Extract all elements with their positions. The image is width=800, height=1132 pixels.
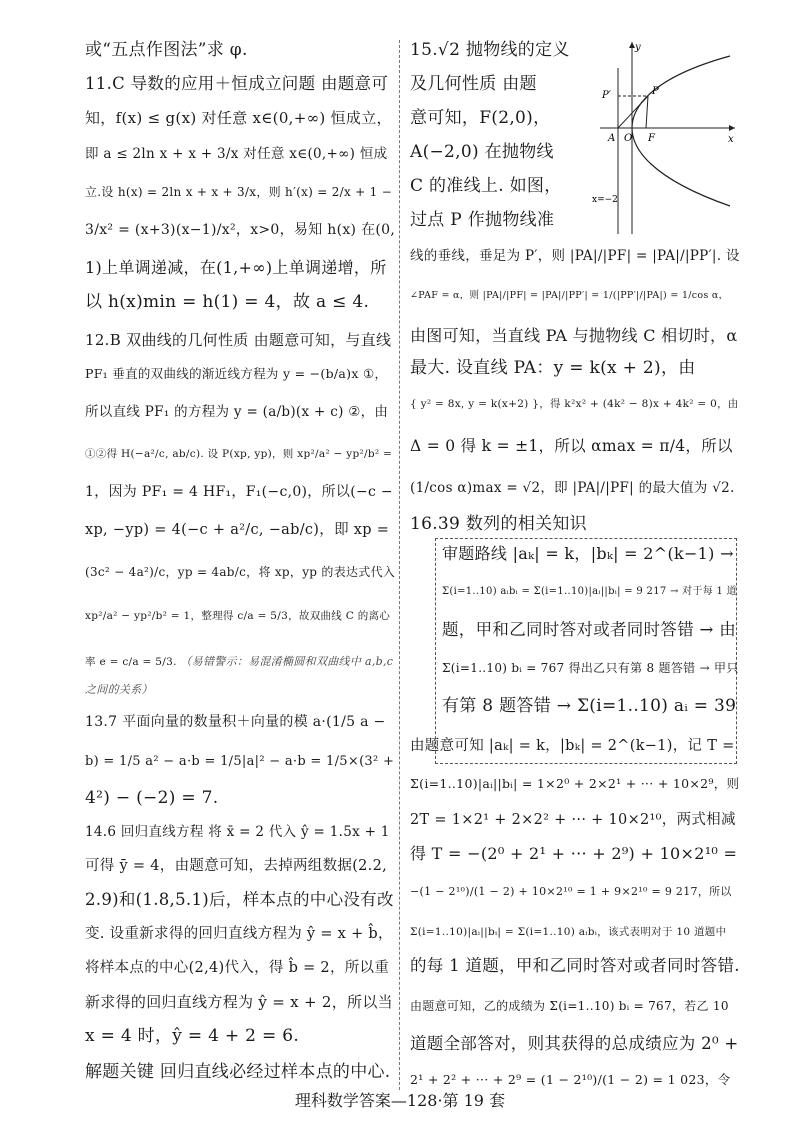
text-line: xp²/a² − yp²/b² = 1，整理得 c/a = 5/3，故双曲线 C 的离心: [85, 610, 391, 622]
problem-13-heading: 13.7 平面向量的数量积＋向量的模 a·(1/5 a −: [85, 714, 386, 730]
text-line: (3c² − 4a²)/c，yp = 4ab/c，将 xp，yp 的表达式代入: [85, 565, 396, 579]
error-warning-note-cont: 之间的关系）: [85, 683, 153, 696]
text-line: 的每 1 道题，甲和乙同时答对或者同时答错.: [410, 956, 740, 975]
text-line: x = 4 时，ŷ = 4 + 2 = 6.: [85, 1026, 300, 1046]
x-arrow-icon: [729, 125, 735, 131]
text-line: 3/x² = (x+3)(x−1)/x²，x>0，易知 h(x) 在(0,: [85, 222, 396, 238]
text-line: 立.设 h(x) = 2ln x + x + 3/x，则 h′(x) = 2/x + 1 −: [85, 185, 393, 199]
solution-route-line: 审题路线 |aₖ| = k，|bₖ| = 2^(k−1) →: [442, 544, 734, 563]
error-warning-note: （易错警示：易混淆椭圆和双曲线中 a,b,c: [180, 655, 394, 668]
eccentricity-result: 率 e = c/a = 5/3.: [85, 656, 177, 668]
text-line: 新求得的回归直线方程为 ŷ = x + 2，所以当: [85, 993, 393, 1011]
text-line: 得 T = −(2⁰ + 2¹ + ··· + 2⁹) + 10×2¹⁰ =: [410, 844, 738, 863]
text-line: 由图可知，当直线 PA 与抛物线 C 相切时，α: [410, 326, 738, 345]
text-line: C 的准线上. 如图，: [410, 176, 562, 196]
text-line: 2.9)和(1.8,5.1)后，样本点的中心没有改: [85, 890, 394, 909]
text-line: 线的垂线，垂足为 P′，则 |PA|/|PF| = |PA|/|PP′|. 设: [410, 248, 740, 264]
label-y: y: [635, 42, 641, 53]
column-divider: [399, 40, 400, 1090]
label-p-prime: P′: [602, 90, 611, 101]
text-line: { y² = 8x, y = k(x+2) }，得 k²x² + (4k² − 8)x + 4k² = 0，由: [410, 398, 739, 410]
problem-15-heading: 15.√2 抛物线的定义: [410, 40, 570, 60]
text-line: 即 a ≤ 2ln x + x + 3/x 对任意 x∈(0,+∞) 恒成: [85, 146, 388, 162]
text-line: Σ(i=1..10)|aᵢ||bᵢ| = Σ(i=1..10) aᵢbᵢ，该式表明对于 10 道题中: [410, 926, 727, 938]
page-footer: 理科数学答案—128·第 19 套: [294, 1091, 506, 1110]
text-line: 1，因为 PF₁ = 4 HF₁，F₁(−c,0)，所以(−c −: [85, 484, 393, 500]
text-line: Δ = 0 得 k = ±1，所以 αmax = π/4，所以: [410, 437, 733, 455]
key-point-note: 解题关键 回归直线必经过样本点的中心.: [85, 1062, 391, 1082]
line-ap: [618, 96, 648, 128]
text-line: 将样本点的中心(2,4)代入，得 b̂ = 2，所以重: [85, 960, 390, 976]
text-line: 变. 设重新求得的回归直线方程为 ŷ = x + b̂，: [85, 926, 393, 942]
text-line: ①②得 H(−a²/c, ab/c). 设 P(xp, yp)，则 xp²/a² − yp²/b² =: [85, 448, 393, 460]
text-line: 及几何性质 由题: [410, 74, 537, 94]
text-line: 4²) − (−2) = 7.: [85, 788, 219, 808]
text-line: 2¹ + 2² + ··· + 2⁹ = (1 − 2¹⁰)/(1 − 2) = 1 023，令: [410, 1072, 731, 1087]
label-o: O: [624, 133, 633, 144]
text-line: [85, 652, 393, 672]
label-directrix: x=−2: [592, 195, 618, 205]
text-line: (1/cos α)max = √2，即 |PA|/|PF| 的最大值为 √2.: [410, 480, 735, 496]
text-line: b) = 1/5 a² − a·b = 1/5|a|² − a·b = 1/5×(3² +: [85, 754, 395, 769]
problem-14-heading: 14.6 回归直线方程 将 x̄ = 2 代入 ŷ = 1.5x + 1: [85, 824, 390, 840]
text-line: 最大. 设直线 PA：y = k(x + 2)，由: [410, 358, 696, 378]
text-line: Σ(i=1..10)|aᵢ||bᵢ| = 1×2⁰ + 2×2¹ + ··· + 10×2⁹，则: [410, 776, 740, 791]
parabola-figure: [590, 38, 740, 238]
text-line: 知，f(x) ≤ g(x) 对任意 x∈(0,+∞) 恒成立，: [85, 109, 392, 127]
solution-route-line: 有第 8 题答错 → Σ(i=1..10) aᵢ = 39: [442, 696, 737, 716]
parabola-lower-branch: [632, 128, 730, 206]
text-line: 可得 ȳ = 4，由题意可知，去掉两组数据(2.2,: [85, 858, 388, 874]
text-line: −(1 − 2¹⁰)/(1 − 2) + 10×2¹⁰ = 1 + 9×2¹⁰ = 9 217，所以: [410, 885, 732, 898]
text-line: 由题意可知，乙的成绩为 Σ(i=1..10) bᵢ = 767，若乙 10: [410, 999, 729, 1013]
label-f: F: [648, 133, 655, 144]
text-line: PF₁ 垂直的双曲线的渐近线方程为 y = −(b/a)x ①，: [85, 366, 388, 381]
text-line: 2T = 1×2¹ + 2×2² + ··· + 10×2¹⁰，两式相减: [410, 812, 736, 828]
line-pf: [646, 96, 648, 128]
text-line: 道题全部答对，则其获得的总成绩应为 2⁰ +: [410, 1034, 739, 1053]
solution-route-line: Σ(i=1..10) bᵢ = 767 得出乙只有第 8 题答错 → 甲只: [442, 661, 739, 675]
text-line: 以 h(x)min = h(1) = 4，故 a ≤ 4.: [85, 292, 370, 312]
solution-route-box: [435, 538, 737, 764]
text-line: 过点 P 作抛物线准: [410, 210, 555, 230]
label-x: x: [728, 134, 734, 145]
label-p: P: [652, 86, 659, 97]
text-line: ∠PAF = α，则 |PA|/|PF| = |PA|/|PP′| = 1/(|PP′|/|PA|) = 1/cos α，: [410, 290, 729, 301]
solution-route-line: Σ(i=1..10) aᵢbᵢ = Σ(i=1..10)|aᵢ||bᵢ| = 9 217 → 对于每 1 道: [442, 586, 737, 597]
problem-16-heading: 16.39 数列的相关知识: [410, 514, 587, 534]
text-line: xp, −yp) = 4(−c + a²/c, −ab/c)，即 xp =: [85, 522, 390, 538]
text-line: 由题意可知 |aₖ| = k，|bₖ| = 2^(k−1)，记 T =: [410, 738, 735, 754]
label-a: A: [608, 133, 616, 144]
text-line: 意可知，F(2,0)，: [410, 108, 551, 128]
problem-12-heading: 12.B 双曲线的几何性质 由题意可知，与直线: [85, 331, 392, 349]
text-line: 或“五点作图法”求 φ.: [85, 40, 248, 60]
text-line: 1)上单调递减，在(1,+∞)上单调递增，所: [85, 258, 387, 277]
solution-route-line: 题，甲和乙同时答对或者同时答错 → 由: [442, 620, 737, 639]
problem-11-heading: 11.C 导数的应用＋恒成立问题 由题意可: [85, 74, 389, 93]
text-line: A(−2,0) 在抛物线: [410, 142, 554, 162]
text-line: 所以直线 PF₁ 的方程为 y = (a/b)(x + c) ②，由: [85, 404, 389, 420]
